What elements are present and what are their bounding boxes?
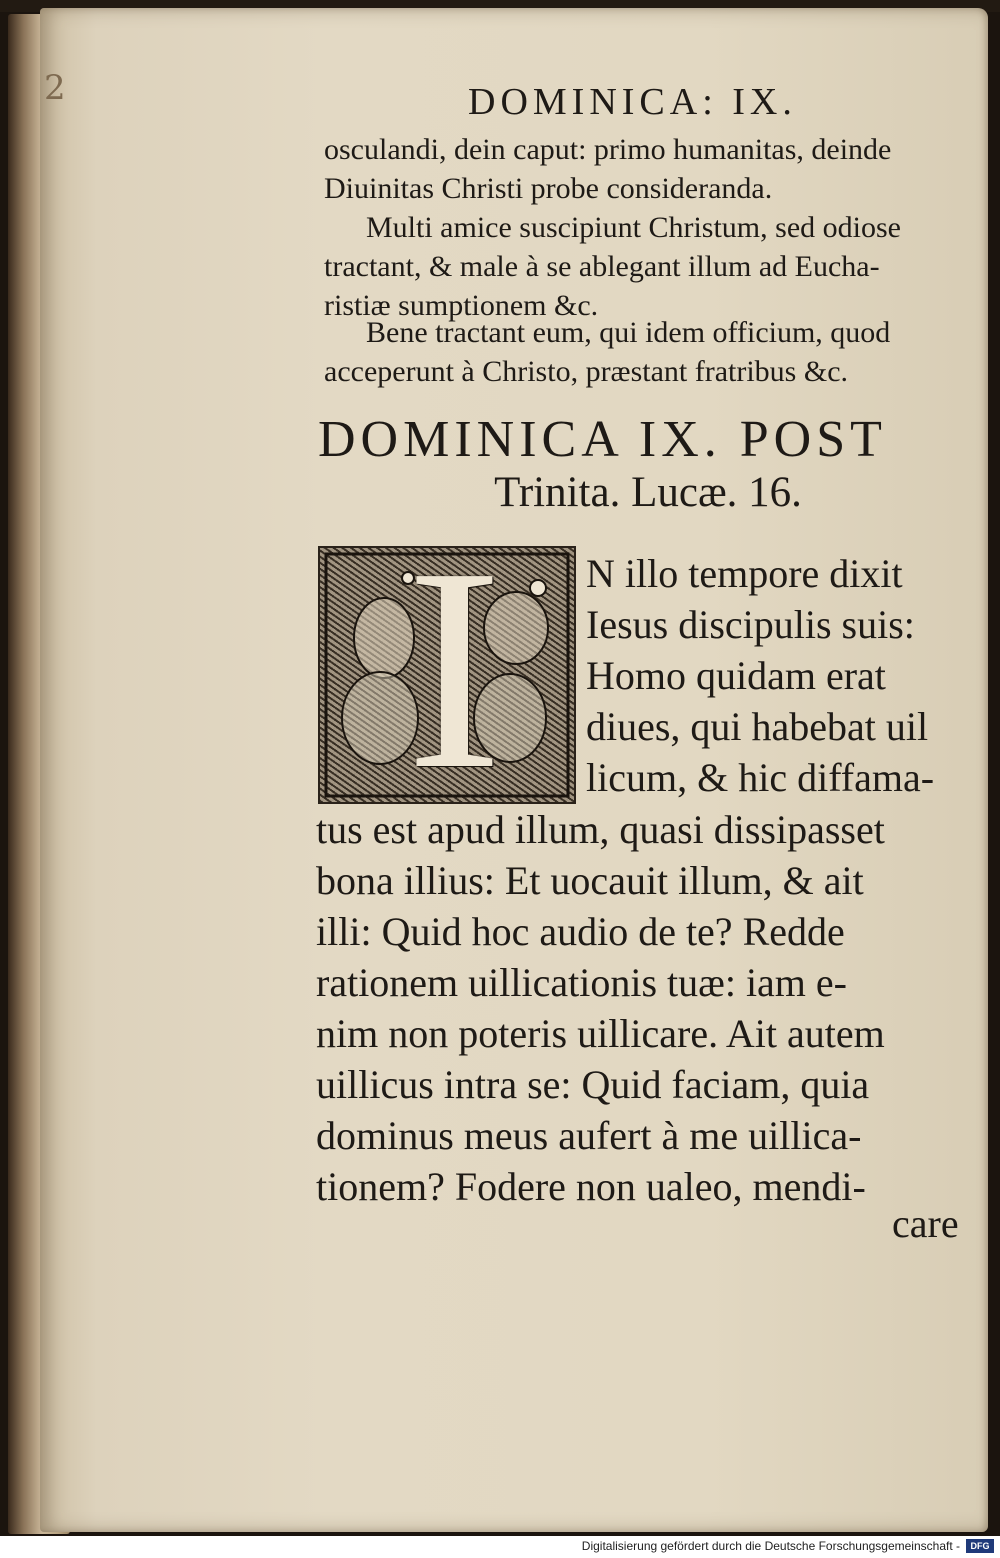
body-line: illi: Quid hoc audio de te? Redde [316,909,845,954]
section-heading: DOMINICA IX. POST [318,411,887,468]
body-line: licum, & hic diffama- [586,755,935,800]
initial-letter: I [406,508,503,829]
body-line: N illo tempore dixit [586,551,903,596]
dfg-logo: DFG [966,1539,994,1553]
body-line: uillicus intra se: Quid faciam, quia [316,1062,870,1107]
decorated-initial [318,508,576,829]
paragraph-line: Diuinitas Christi probe consideranda. [324,172,773,205]
body-line: Homo quidam erat [586,653,886,698]
funding-credit: Digitalisierung gefördert durch die Deutsche Forschungsgemeinschaft - [581,1539,960,1553]
section-subheading: Trinita. Lucæ. 16. [494,469,802,516]
catchword: care [892,1201,959,1246]
paragraph-line: acceperunt à Christo, præstant fratribus &c. [324,355,849,388]
body-line: bona illius: Et uocauit illum, & ait [316,858,864,903]
paragraph-line: Multi amice suscipiunt Christum, sed odiose [366,211,901,244]
body-line: rationem uillicationis tuæ: iam e- [316,960,847,1005]
paragraph-line: tractant, & male à se ablegant illum ad Eucha- [324,250,880,283]
body-line: dominus meus aufert à me uillica- [316,1113,862,1158]
paragraph-1 [324,130,984,208]
body-line: tus est apud illum, quasi dissipasset [316,807,885,852]
gospel-text [316,804,980,1212]
running-head: DOMINICA: IX. [468,81,797,123]
paragraph-line: ristiæ sumptionem &c. [324,289,599,322]
paragraph-3 [324,313,984,391]
page-marker: 2 [44,68,66,108]
body-line: tionem? Fodere non ualeo, mendi- [316,1164,866,1209]
body-line: Iesus discipulis suis: [586,602,915,647]
digitization-footer [0,1536,1000,1558]
body-line: nim non poteris uillicare. Ait autem [316,1011,885,1056]
body-line: diues, qui habebat uil [586,704,929,749]
gospel-text-beside-initial [586,548,978,803]
paragraph-line: osculandi, dein caput: primo humanitas, deinde [324,133,892,166]
paragraph-2 [324,208,984,325]
paragraph-line: Bene tractant eum, qui idem officium, quod [366,316,891,349]
